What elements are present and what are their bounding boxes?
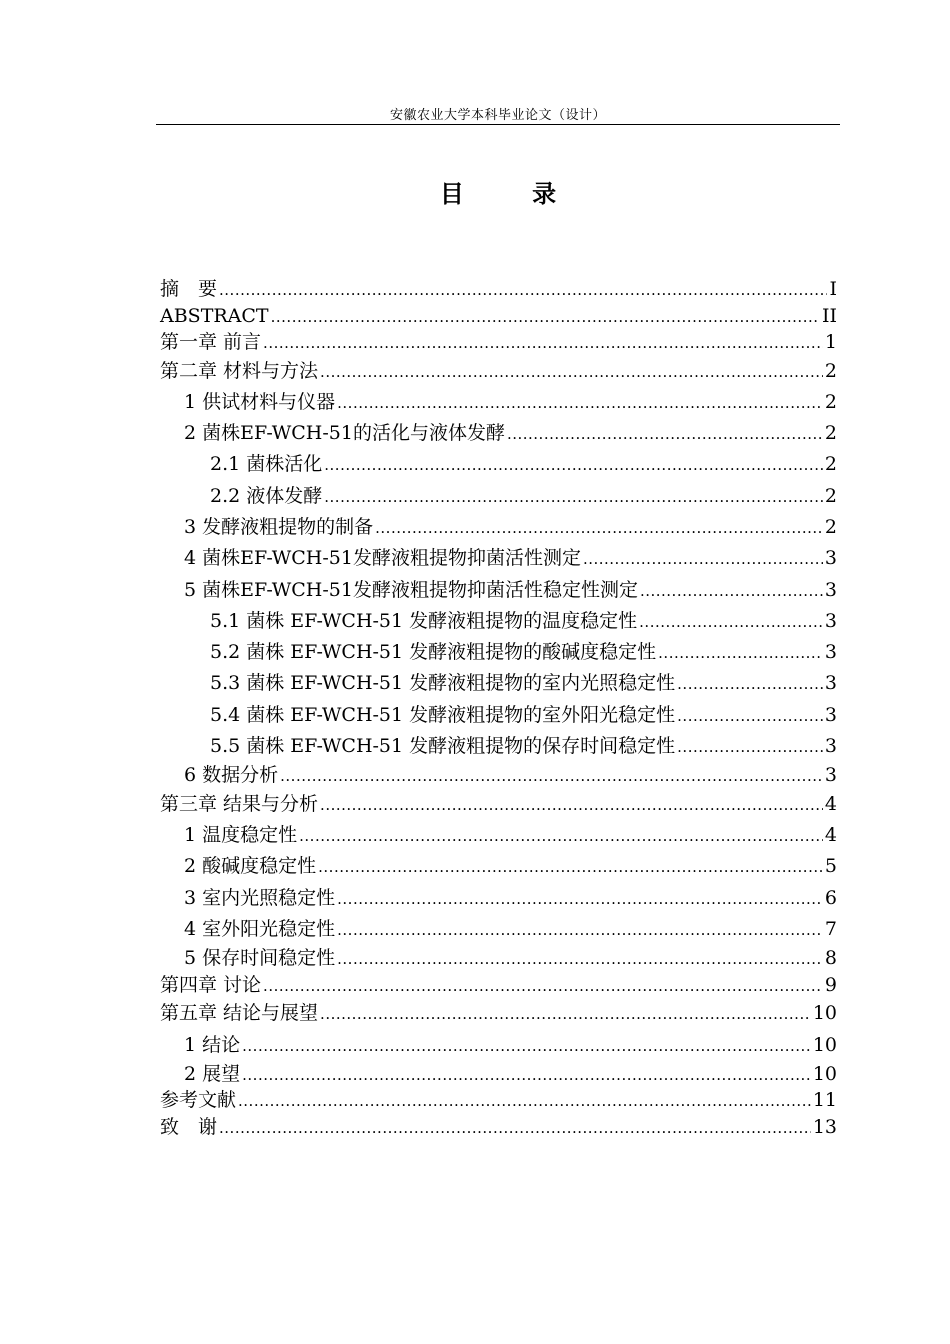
toc-entry-page-number: 13: [812, 1115, 837, 1138]
toc-entry-page-number: 3: [824, 735, 837, 758]
toc-entry-label: ABSTRACT: [160, 304, 269, 327]
toc-entry-page-number: 7: [824, 918, 837, 941]
toc-entry[interactable]: [160, 276, 837, 303]
toc-entry-page-number: 2: [824, 515, 837, 538]
toc-entry[interactable]: [160, 998, 837, 1029]
toc-entry-page-number: 5: [824, 855, 837, 878]
toc-entry-label: 2 展望: [184, 1062, 241, 1085]
toc-dot-leader: [337, 915, 823, 946]
toc-entry-label: 5 保存时间稳定性: [184, 947, 336, 970]
toc-entry[interactable]: [160, 606, 837, 637]
toc-entry-label: 2.2 液体发酵: [210, 484, 323, 507]
toc-entry-page-number: 4: [824, 792, 837, 815]
toc-entry-page-number: 2: [824, 390, 837, 413]
toc-entry-label: 致 谢: [160, 1115, 218, 1138]
page-title: 目 录: [439, 180, 587, 208]
toc-entry-page-number: 3: [824, 672, 837, 695]
toc-entry-page-number: I: [829, 278, 837, 300]
toc-entry-label: 5.3 菌株 EF-WCH-51 发酵液粗提物的室内光照稳定性: [210, 672, 676, 695]
toc-entry[interactable]: [160, 914, 837, 945]
toc-entry[interactable]: [160, 449, 837, 480]
toc-entry-page-number: 3: [824, 609, 837, 632]
toc-entry[interactable]: [160, 1030, 837, 1061]
toc-dot-leader: [324, 450, 823, 481]
toc-dot-leader: [324, 482, 823, 513]
toc-entry[interactable]: [160, 512, 837, 543]
toc-entry-page-number: II: [821, 304, 837, 327]
toc-entry-label: 5.5 菌株 EF-WCH-51 发酵液粗提物的保存时间稳定性: [210, 735, 676, 758]
toc-dot-leader: [337, 946, 823, 973]
toc-entry[interactable]: [160, 387, 837, 418]
toc-entry[interactable]: [160, 418, 837, 449]
toc-entry-label: 6 数据分析: [184, 764, 279, 787]
toc-entry-page-number: 4: [824, 824, 837, 847]
toc-entry-page-number: 3: [824, 547, 837, 570]
toc-entry-label: 第二章 材料与方法: [160, 359, 319, 382]
toc-entry-page-number: 2: [824, 453, 837, 476]
toc-entry-label: 2.1 菌株活化: [210, 453, 323, 476]
header-rule: [156, 124, 840, 125]
toc-dot-leader: [375, 513, 823, 544]
toc-dot-leader: [583, 544, 823, 575]
toc-entry[interactable]: [160, 1114, 837, 1141]
toc-entry-label: 第三章 结果与分析: [160, 792, 319, 815]
toc-entry-label: 4 菌株EF-WCH-51发酵液粗提物抑菌活性测定: [184, 547, 581, 570]
toc-entry[interactable]: [160, 481, 837, 512]
toc-entry-page-number: 2: [824, 359, 837, 382]
toc-entry[interactable]: [160, 356, 837, 387]
toc-entry-page-number: 10: [812, 1033, 837, 1056]
toc-dot-leader: [318, 852, 823, 883]
toc-entry[interactable]: [160, 972, 837, 999]
toc-dot-leader: [320, 357, 823, 388]
toc-dot-leader: [677, 701, 823, 732]
toc-entry-page-number: 11: [812, 1089, 837, 1112]
toc-entry-label: 5.1 菌株 EF-WCH-51 发酵液粗提物的温度稳定性: [210, 609, 638, 632]
table-of-contents: [160, 276, 837, 1140]
toc-entry-page-number: 3: [824, 578, 837, 601]
toc-entry-label: 摘 要: [160, 278, 218, 300]
toc-dot-leader: [263, 330, 823, 357]
running-header: 安徽农业大学本科毕业论文（设计）: [389, 108, 606, 123]
toc-entry-label: 1 供试材料与仪器: [184, 390, 336, 413]
toc-entry-page-number: 9: [824, 973, 837, 996]
toc-entry[interactable]: [160, 883, 837, 914]
toc-dot-leader: [639, 607, 823, 638]
toc-entry-page-number: 1: [824, 331, 837, 353]
toc-entry-page-number: 8: [824, 947, 837, 970]
toc-dot-leader: [242, 1062, 811, 1089]
toc-entry-label: 1 温度稳定性: [184, 824, 298, 847]
toc-dot-leader: [263, 973, 823, 1000]
toc-dot-leader: [271, 304, 820, 331]
toc-dot-leader: [658, 638, 823, 669]
toc-dot-leader: [507, 419, 823, 450]
toc-entry-label: 5 菌株EF-WCH-51发酵液粗提物抑菌活性稳定性测定: [184, 578, 638, 601]
toc-dot-leader: [677, 669, 823, 700]
toc-entry-label: 5.4 菌株 EF-WCH-51 发酵液粗提物的室外阳光稳定性: [210, 703, 676, 726]
toc-entry[interactable]: [160, 731, 837, 762]
toc-entry-page-number: 6: [824, 886, 837, 909]
toc-entry[interactable]: [160, 789, 837, 820]
toc-entry[interactable]: [160, 329, 837, 356]
toc-entry[interactable]: [160, 762, 837, 789]
toc-entry[interactable]: [160, 851, 837, 882]
toc-entry-label: 第一章 前言: [160, 331, 262, 353]
toc-entry-page-number: 10: [812, 1002, 837, 1025]
toc-entry-label: 4 室外阳光稳定性: [184, 918, 336, 941]
toc-entry[interactable]: [160, 945, 837, 972]
toc-entry-label: 第四章 讨论: [160, 973, 262, 996]
toc-dot-leader: [219, 1115, 811, 1142]
toc-entry-page-number: 3: [824, 764, 837, 787]
toc-entry[interactable]: [160, 303, 837, 330]
toc-entry[interactable]: [160, 1061, 837, 1088]
toc-entry-label: 2 酸碱度稳定性: [184, 855, 317, 878]
toc-dot-leader: [238, 1088, 811, 1115]
toc-dot-leader: [219, 277, 827, 304]
toc-entry-label: 3 室内光照稳定性: [184, 886, 336, 909]
toc-dot-leader: [337, 884, 823, 915]
toc-dot-leader: [242, 1031, 811, 1062]
toc-entry-label: 第五章 结论与展望: [160, 1002, 319, 1025]
toc-dot-leader: [280, 763, 823, 790]
toc-dot-leader: [337, 388, 823, 419]
toc-entry[interactable]: [160, 820, 837, 851]
toc-entry-label: 参考文献: [160, 1089, 237, 1112]
toc-entry-page-number: 3: [824, 703, 837, 726]
toc-entry-page-number: 3: [824, 641, 837, 664]
toc-entry-label: 2 菌株EF-WCH-51的活化与液体发酵: [184, 422, 505, 445]
toc-dot-leader: [320, 790, 823, 821]
toc-entry-label: 5.2 菌株 EF-WCH-51 发酵液粗提物的酸碱度稳定性: [210, 641, 657, 664]
toc-entry[interactable]: [160, 543, 837, 574]
toc-entry-label: 1 结论: [184, 1033, 241, 1056]
toc-entry-page-number: 10: [812, 1062, 837, 1085]
toc-entry[interactable]: [160, 700, 837, 731]
toc-entry[interactable]: [160, 1087, 837, 1114]
toc-dot-leader: [299, 821, 823, 852]
toc-entry-page-number: 2: [824, 484, 837, 507]
toc-dot-leader: [640, 576, 823, 607]
toc-entry[interactable]: [160, 575, 837, 606]
toc-entry-page-number: 2: [824, 422, 837, 445]
toc-dot-leader: [320, 999, 811, 1030]
toc-entry[interactable]: [160, 668, 837, 699]
toc-dot-leader: [677, 732, 823, 763]
toc-entry-label: 3 发酵液粗提物的制备: [184, 515, 374, 538]
toc-entry[interactable]: [160, 637, 837, 668]
